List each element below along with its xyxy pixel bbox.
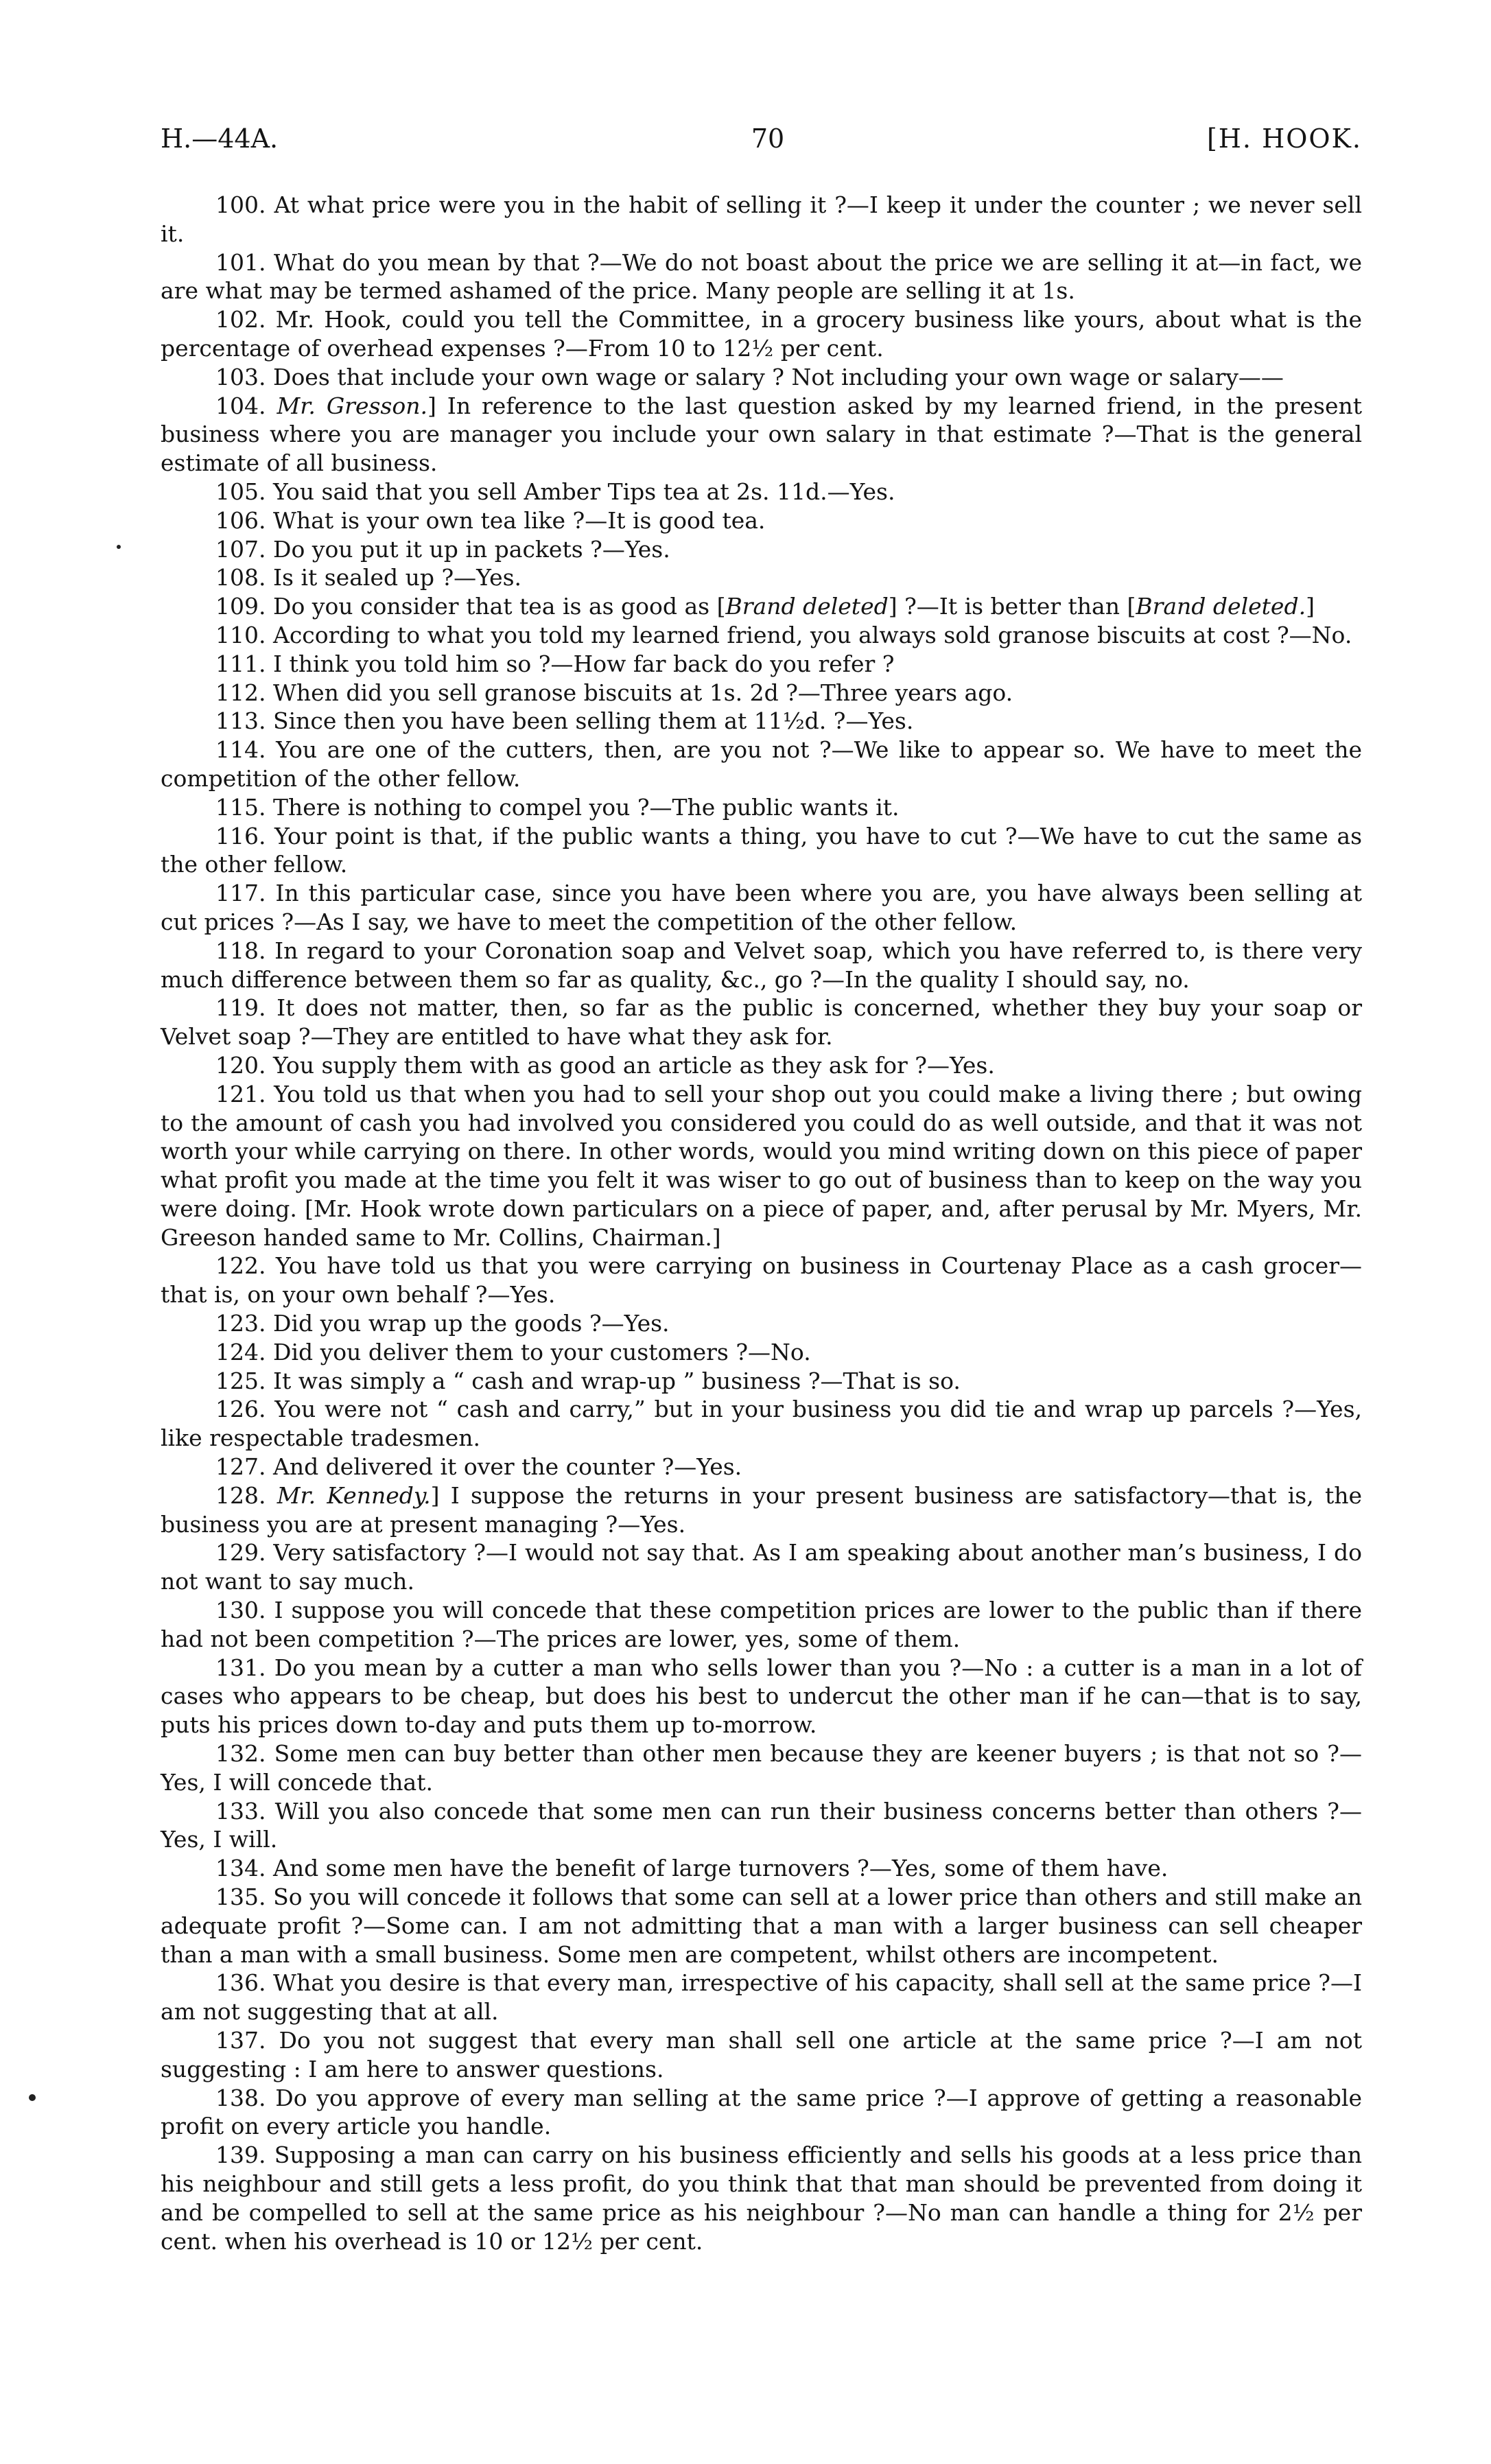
paragraph-text: Do you not suggest that every man shall sell one article at the same price ?—I am not suggesting : I am here to answer questions. <box>161 2027 1362 2082</box>
paragraph-number: 131. <box>215 1654 266 1681</box>
paragraph-text: You told us that when you had to sell your shop out you could make a living there ; but owing to the amount of cash you had involved you considered you could do as well outside, and that it was not worth your while carrying on there. In other words, would you mind writing down on this piece of paper what profit you made at the time you felt it was wiser to go out of business than to keep on the way you were doing. [Mr. Hook wrote down particulars on a piece of paper, and, after perusal by Mr. Myers, Mr. Greeson handed same to Mr. Collins, Chairman.] <box>161 1080 1362 1251</box>
paragraph-number: 114. <box>215 736 266 764</box>
paragraph-text: ] <box>1306 593 1315 620</box>
evidence-paragraph <box>161 2141 1362 2255</box>
paragraph-number: 136. <box>215 1969 266 1997</box>
paragraph-number: 117. <box>215 880 266 907</box>
paragraph-text: Does that include your own wage or salary ? Not including your own wage or salary—— <box>272 363 1284 390</box>
paragraph-number: 111. <box>215 650 266 677</box>
paragraph-number: 102. <box>215 306 266 333</box>
paragraph-number: 138. <box>215 2084 266 2111</box>
paragraph-text: Since then you have been selling them at 11½d. ?—Yes. <box>272 707 914 735</box>
paragraph-text: Did you wrap up the goods ?—Yes. <box>272 1310 670 1337</box>
paragraph-number: 110. <box>215 621 266 648</box>
italic-text: Mr. Gresson. <box>277 392 427 419</box>
paragraph-number: 109. <box>215 593 266 620</box>
paragraph-text: What do you mean by that ?—We do not boast about the price we are selling it at—in fact, we are what may be termed ashamed of the price. Many people are selling it at 1s. <box>161 248 1362 305</box>
paragraph-text: ] In reference to the last question asked by my learned friend, in the present business where you are manager you include your own salary in that estimate ?—That is the general estimate of all business. <box>161 392 1362 477</box>
paragraph-text: ] ?—It is better than [ <box>888 593 1136 620</box>
paragraph-number: 139. <box>215 2142 266 2169</box>
paragraph-text: I suppose you will concede that these competition prices are lower to the public than if there had not been competition ?—The prices are lower, yes, some of them. <box>161 1597 1362 1652</box>
paragraph-text: Do you consider that tea is as good as [ <box>272 593 726 620</box>
paragraph-text: Your point is that, if the public wants a thing, you have to cut ?—We have to cut the same as the other fellow. <box>161 822 1362 878</box>
paragraph-number: 118. <box>215 937 266 964</box>
evidence-paragraph <box>161 191 1362 248</box>
scan-speck <box>117 545 121 549</box>
paragraph-number: 135. <box>215 1884 266 1911</box>
evidence-paragraph <box>161 1797 1362 1855</box>
paragraph-text: Mr. Hook, could you tell the Committee, in a grocery business like yours, about what is the percentage of overhead expenses ?—From 10 to 12½ per cent. <box>161 306 1362 362</box>
paragraph-number: 108. <box>215 564 266 591</box>
evidence-paragraph <box>161 994 1362 1051</box>
evidence-paragraph <box>161 305 1362 363</box>
evidence-paragraph <box>161 1051 1362 1080</box>
page-number: 70 <box>751 124 785 154</box>
evidence-paragraph <box>161 1538 1362 1596</box>
evidence-paragraph <box>161 563 1362 592</box>
paragraph-number: 120. <box>215 1051 266 1079</box>
evidence-paragraph <box>161 937 1362 994</box>
evidence-paragraph <box>161 506 1362 535</box>
witness-name: [H. HOOK. <box>1206 124 1362 154</box>
paragraph-text: So you will concede it follows that some can sell at a lower price than others and still make an adequate profit ?—Some can. I am not admitting that a man with a larger business can sell cheaper than a man with a small business. Some men are competent, whilst others are incompetent. <box>161 1884 1362 1968</box>
paragraph-text: Did you deliver them to your customers ?—No. <box>272 1338 811 1365</box>
paragraph-text: Will you also concede that some men can run their business concerns better than others ?—Yes, I will. <box>161 1797 1362 1853</box>
evidence-paragraph <box>161 679 1362 707</box>
paragraph-number: 115. <box>215 793 266 821</box>
paragraph-text: You have told us that you were carrying on business in Courtenay Place as a cash grocer—that is, on your own behalf ?—Yes. <box>161 1252 1362 1309</box>
paragraph-text: At what price were you in the habit of selling it ?—I keep it under the counter ; we never sell it. <box>161 191 1362 247</box>
evidence-paragraph <box>161 1252 1362 1309</box>
scan-speck <box>29 2094 36 2101</box>
paragraph-number: 129. <box>215 1539 266 1567</box>
evidence-paragraph <box>161 879 1362 937</box>
evidence-paragraph <box>161 822 1362 880</box>
paragraph-number: 100. <box>215 191 266 218</box>
paragraph-text: Some men can buy better than other men because they are keener buyers ; is that not so ?—Yes, I will concede that. <box>161 1740 1362 1796</box>
paragraph-number: 122. <box>215 1252 266 1280</box>
paragraph-number: 103. <box>215 363 266 390</box>
paragraph-text: What you desire is that every man, irrespective of his capacity, shall sell at the same price ?—I am not suggesting that at all. <box>161 1969 1362 2026</box>
evidence-paragraph <box>161 1367 1362 1396</box>
evidence-paragraph <box>161 2084 1362 2142</box>
paragraph-number: 107. <box>215 535 266 563</box>
paragraph-text: It was simply a “ cash and wrap-up ” business ?—That is so. <box>272 1367 961 1394</box>
paragraph-number: 127. <box>215 1453 266 1481</box>
evidence-paragraph <box>161 707 1362 736</box>
paragraph-number: 132. <box>215 1740 266 1768</box>
evidence-paragraph <box>161 535 1362 564</box>
paragraph-text: What is your own tea like ?—It is good tea. <box>272 506 766 534</box>
paragraph-number: 130. <box>215 1597 266 1624</box>
evidence-paragraph <box>161 1395 1362 1453</box>
evidence-paragraph <box>161 1481 1362 1539</box>
paragraph-text: In this particular case, since you have been where you are, you have always been selling at cut prices ?—As I say, we have to meet the competition of the other fellow. <box>161 880 1362 935</box>
evidence-paragraph <box>161 1309 1362 1338</box>
paragraph-number: 112. <box>215 679 266 706</box>
paragraph-text: Do you mean by a cutter a man who sells lower than you ?—No : a cutter is a man in a lot of cases who appears to be cheap, but does his best to undercut the other man if he can—that is to say, puts his prices down to-day and puts them up to-morrow. <box>161 1654 1362 1739</box>
paragraph-text: Very satisfactory ?—I would not say that. As I am speaking about another man’s business, I do not want to say much. <box>161 1539 1362 1595</box>
paragraph-number: 121. <box>215 1080 266 1107</box>
paragraph-text: You supply them with as good an article as they ask for ?—Yes. <box>272 1051 995 1079</box>
paragraph-text: According to what you told my learned friend, you always sold granose biscuits at cost ?—No. <box>272 621 1352 648</box>
paragraph-number: 105. <box>215 478 266 505</box>
paragraph-text: Supposing a man can carry on his business efficiently and sells his goods at a less price than his neighbour and still gets a less profit, do you think that that man should be prevented from doing it and be compelled to sell at the same price as his neighbour ?—No man can handle a thing for 2½ per cent. when his overhead is 10 or 12½ per cent. <box>161 2142 1362 2255</box>
paragraph-number: 113. <box>215 707 266 735</box>
paragraph-text: And delivered it over the counter ?—Yes. <box>272 1453 742 1481</box>
paragraph-text: ] I suppose the returns in your present business are satisfactory—that is, the business you are at present managing ?—Yes. <box>161 1481 1362 1538</box>
evidence-paragraph <box>161 1080 1362 1252</box>
evidence-paragraph <box>161 650 1362 679</box>
paragraph-number: 137. <box>215 2027 266 2054</box>
paragraph-number: 125. <box>215 1367 266 1394</box>
italic-text: Brand deleted <box>725 593 889 620</box>
paragraph-text: And some men have the benefit of large turnovers ?—Yes, some of them have. <box>272 1855 1169 1882</box>
paragraph-number: 104. <box>215 392 266 419</box>
evidence-text <box>161 191 1362 2255</box>
italic-text: Brand deleted. <box>1136 593 1306 620</box>
evidence-paragraph <box>161 1596 1362 1654</box>
evidence-paragraph <box>161 1883 1362 1969</box>
evidence-paragraph <box>161 1654 1362 1739</box>
paragraph-text: You were not “ cash and carry,” but in your business you did tie and wrap up parcels ?—Yes, like respectable tradesmen. <box>161 1396 1362 1452</box>
paragraph-text: It does not matter, then, so far as the public is concerned, whether they buy your soap or Velvet soap ?—They are entitled to have what they ask for. <box>161 994 1362 1051</box>
evidence-paragraph <box>161 478 1362 506</box>
evidence-paragraph <box>161 1739 1362 1797</box>
paragraph-number: 123. <box>215 1310 266 1337</box>
paragraph-number: 116. <box>215 822 266 849</box>
paragraph-number: 106. <box>215 506 266 534</box>
evidence-paragraph <box>161 793 1362 822</box>
paragraph-number: 128. <box>215 1481 266 1509</box>
paragraph-number: 134. <box>215 1855 266 1882</box>
evidence-paragraph <box>161 592 1362 621</box>
paragraph-text: Is it sealed up ?—Yes. <box>272 564 522 591</box>
evidence-paragraph <box>161 621 1362 650</box>
paragraph-number: 119. <box>215 994 266 1022</box>
paragraph-text: In regard to your Coronation soap and Velvet soap, which you have referred to, is there very much difference between them so far as quality, &c., go ?—In the quality I should say, no. <box>161 937 1362 993</box>
evidence-paragraph <box>161 1338 1362 1367</box>
evidence-paragraph <box>161 1969 1362 2026</box>
paragraph-text: You said that you sell Amber Tips tea at 2s. 11d.—Yes. <box>272 478 895 505</box>
evidence-paragraph <box>161 248 1362 306</box>
paragraph-text: When did you sell granose biscuits at 1s. 2d ?—Three years ago. <box>272 679 1013 706</box>
evidence-paragraph <box>161 736 1362 793</box>
paper-reference: H.—44A. <box>161 124 279 154</box>
paragraph-text: There is nothing to compel you ?—The public wants it. <box>272 793 900 821</box>
evidence-paragraph <box>161 1854 1362 1883</box>
evidence-paragraph <box>161 363 1362 392</box>
paragraph-text: I think you told him so ?—How far back do you refer ? <box>272 650 895 677</box>
paragraph-text: Do you put it up in packets ?—Yes. <box>272 535 670 563</box>
evidence-paragraph <box>161 1453 1362 1481</box>
paragraph-number: 133. <box>215 1797 266 1824</box>
paragraph-number: 126. <box>215 1396 266 1423</box>
italic-text: Mr. Kennedy. <box>277 1481 431 1509</box>
evidence-paragraph <box>161 392 1362 478</box>
paragraph-number: 124. <box>215 1338 266 1365</box>
evidence-paragraph <box>161 2026 1362 2084</box>
paragraph-text: You are one of the cutters, then, are you not ?—We like to appear so. We have to meet the competition of the other fellow. <box>161 736 1362 792</box>
paragraph-number: 101. <box>215 248 266 276</box>
paragraph-text: Do you approve of every man selling at the same price ?—I approve of getting a reasonable profit on every article you handle. <box>161 2084 1362 2140</box>
